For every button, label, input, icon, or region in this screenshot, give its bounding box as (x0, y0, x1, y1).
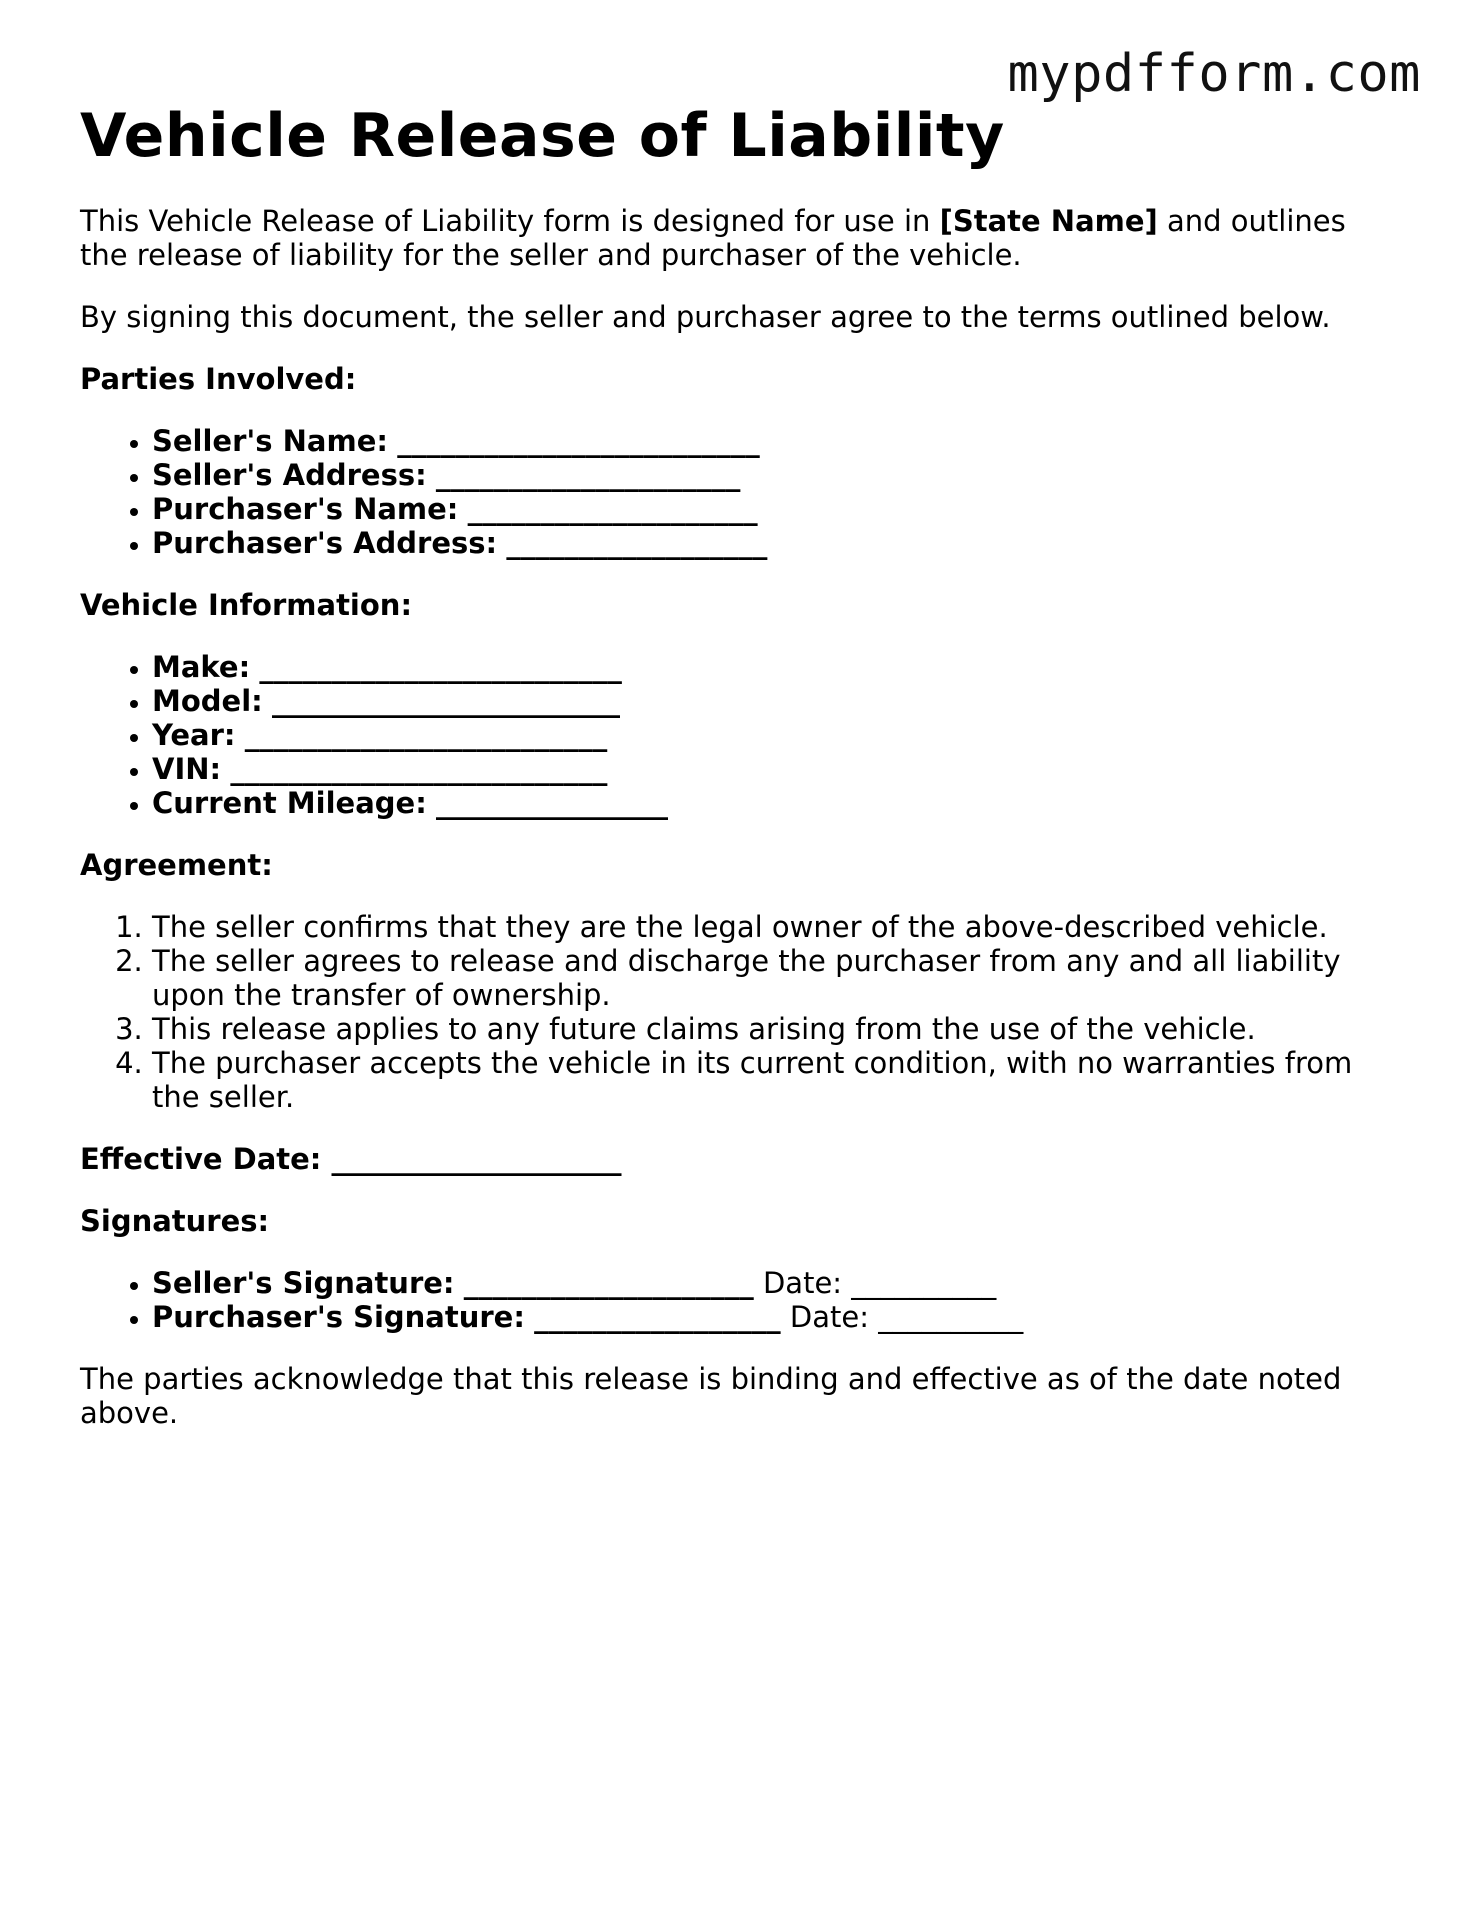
page-title: Vehicle Release of Liability (80, 101, 1005, 171)
model-blank[interactable]: ________________________ (271, 684, 620, 718)
list-item-year (152, 718, 1400, 752)
purchasers-name-blank[interactable]: ____________________ (467, 492, 758, 526)
vehicle-info-heading: Vehicle Information: (80, 588, 413, 622)
effective-date-label: Effective Date: (80, 1142, 322, 1176)
date-label: Date: (789, 1300, 869, 1334)
seller-date-blank[interactable]: __________ (851, 1266, 997, 1300)
field-label: Purchaser's Name: (152, 492, 459, 526)
list-item-model (152, 684, 1400, 718)
field-label: Seller's Address: (152, 458, 427, 492)
field-label: Model: (152, 684, 263, 718)
intro-text-after: and outlines the release of liability for the seller and purchaser of the vehicle. (80, 204, 1346, 272)
intro-paragraph (80, 204, 1400, 272)
parties-list (80, 424, 1400, 560)
field-label: Purchaser's Address: (152, 526, 498, 560)
field-label: VIN: (152, 752, 222, 786)
current-mileage-blank[interactable]: ________________ (436, 786, 669, 820)
signatures-list (80, 1266, 1400, 1334)
list-item-current-mileage (152, 786, 1400, 820)
list-item-seller-signature (152, 1266, 1400, 1300)
list-item-purchasers-address (152, 526, 1400, 560)
field-label: Seller's Name: (152, 424, 388, 458)
closing-paragraph: The parties acknowledge that this release is binding and effective as of the date noted above. (80, 1362, 1342, 1430)
sellers-address-blank[interactable]: _____________________ (435, 458, 741, 492)
purchasers-address-blank[interactable]: __________________ (506, 526, 768, 560)
document-page (80, 100, 1400, 1430)
make-blank[interactable]: _________________________ (259, 650, 622, 684)
list-item-purchasers-name (152, 492, 1400, 526)
agreement-heading: Agreement: (80, 848, 273, 882)
agreement-item: 3. This release applies to any future claims arising from the use of the vehicle. (152, 1012, 1400, 1046)
list-item-sellers-address (152, 458, 1400, 492)
sellers-name-blank[interactable]: _________________________ (397, 424, 760, 458)
watermark-text: mypdfform.com (1007, 44, 1421, 104)
terms-intro-paragraph: By signing this document, the seller and purchaser agree to the terms outlined below. (80, 300, 1331, 334)
signatures-heading: Signatures: (80, 1204, 270, 1238)
agreement-list (80, 910, 1400, 1114)
field-label: Seller's Signature: (152, 1266, 455, 1300)
vin-blank[interactable]: __________________________ (230, 752, 608, 786)
purchaser-signature-blank[interactable]: _________________ (534, 1300, 781, 1334)
date-label: Date: (762, 1266, 843, 1300)
list-item-purchaser-signature (152, 1300, 1400, 1334)
year-blank[interactable]: _________________________ (244, 718, 608, 752)
field-label: Current Mileage: (152, 786, 427, 820)
agreement-item: 4. The purchaser accepts the vehicle in its current condition, with no warranties from the seller. (152, 1046, 1400, 1114)
list-item-vin (152, 752, 1400, 786)
field-label: Year: (152, 718, 236, 752)
seller-signature-blank[interactable]: ____________________ (463, 1266, 754, 1300)
vehicle-info-list (80, 650, 1400, 820)
list-item-make (152, 650, 1400, 684)
intro-text-before: This Vehicle Release of Liability form is designed for use in (80, 204, 940, 238)
parties-heading: Parties Involved: (80, 362, 357, 396)
agreement-item: 1. The seller confirms that they are the legal owner of the above-described vehicle. (152, 910, 1400, 944)
purchaser-date-blank[interactable]: __________ (878, 1300, 1024, 1334)
agreement-item: 2. The seller agrees to release and discharge the purchaser from any and all liability upon the transfer of ownership. (152, 944, 1400, 1012)
effective-date-blank[interactable]: ____________________ (331, 1142, 622, 1176)
field-label: Make: (152, 650, 251, 684)
effective-date-line (80, 1142, 1400, 1176)
field-label: Purchaser's Signature: (152, 1300, 525, 1334)
state-name-placeholder: [State Name] (939, 204, 1158, 238)
list-item-sellers-name (152, 424, 1400, 458)
